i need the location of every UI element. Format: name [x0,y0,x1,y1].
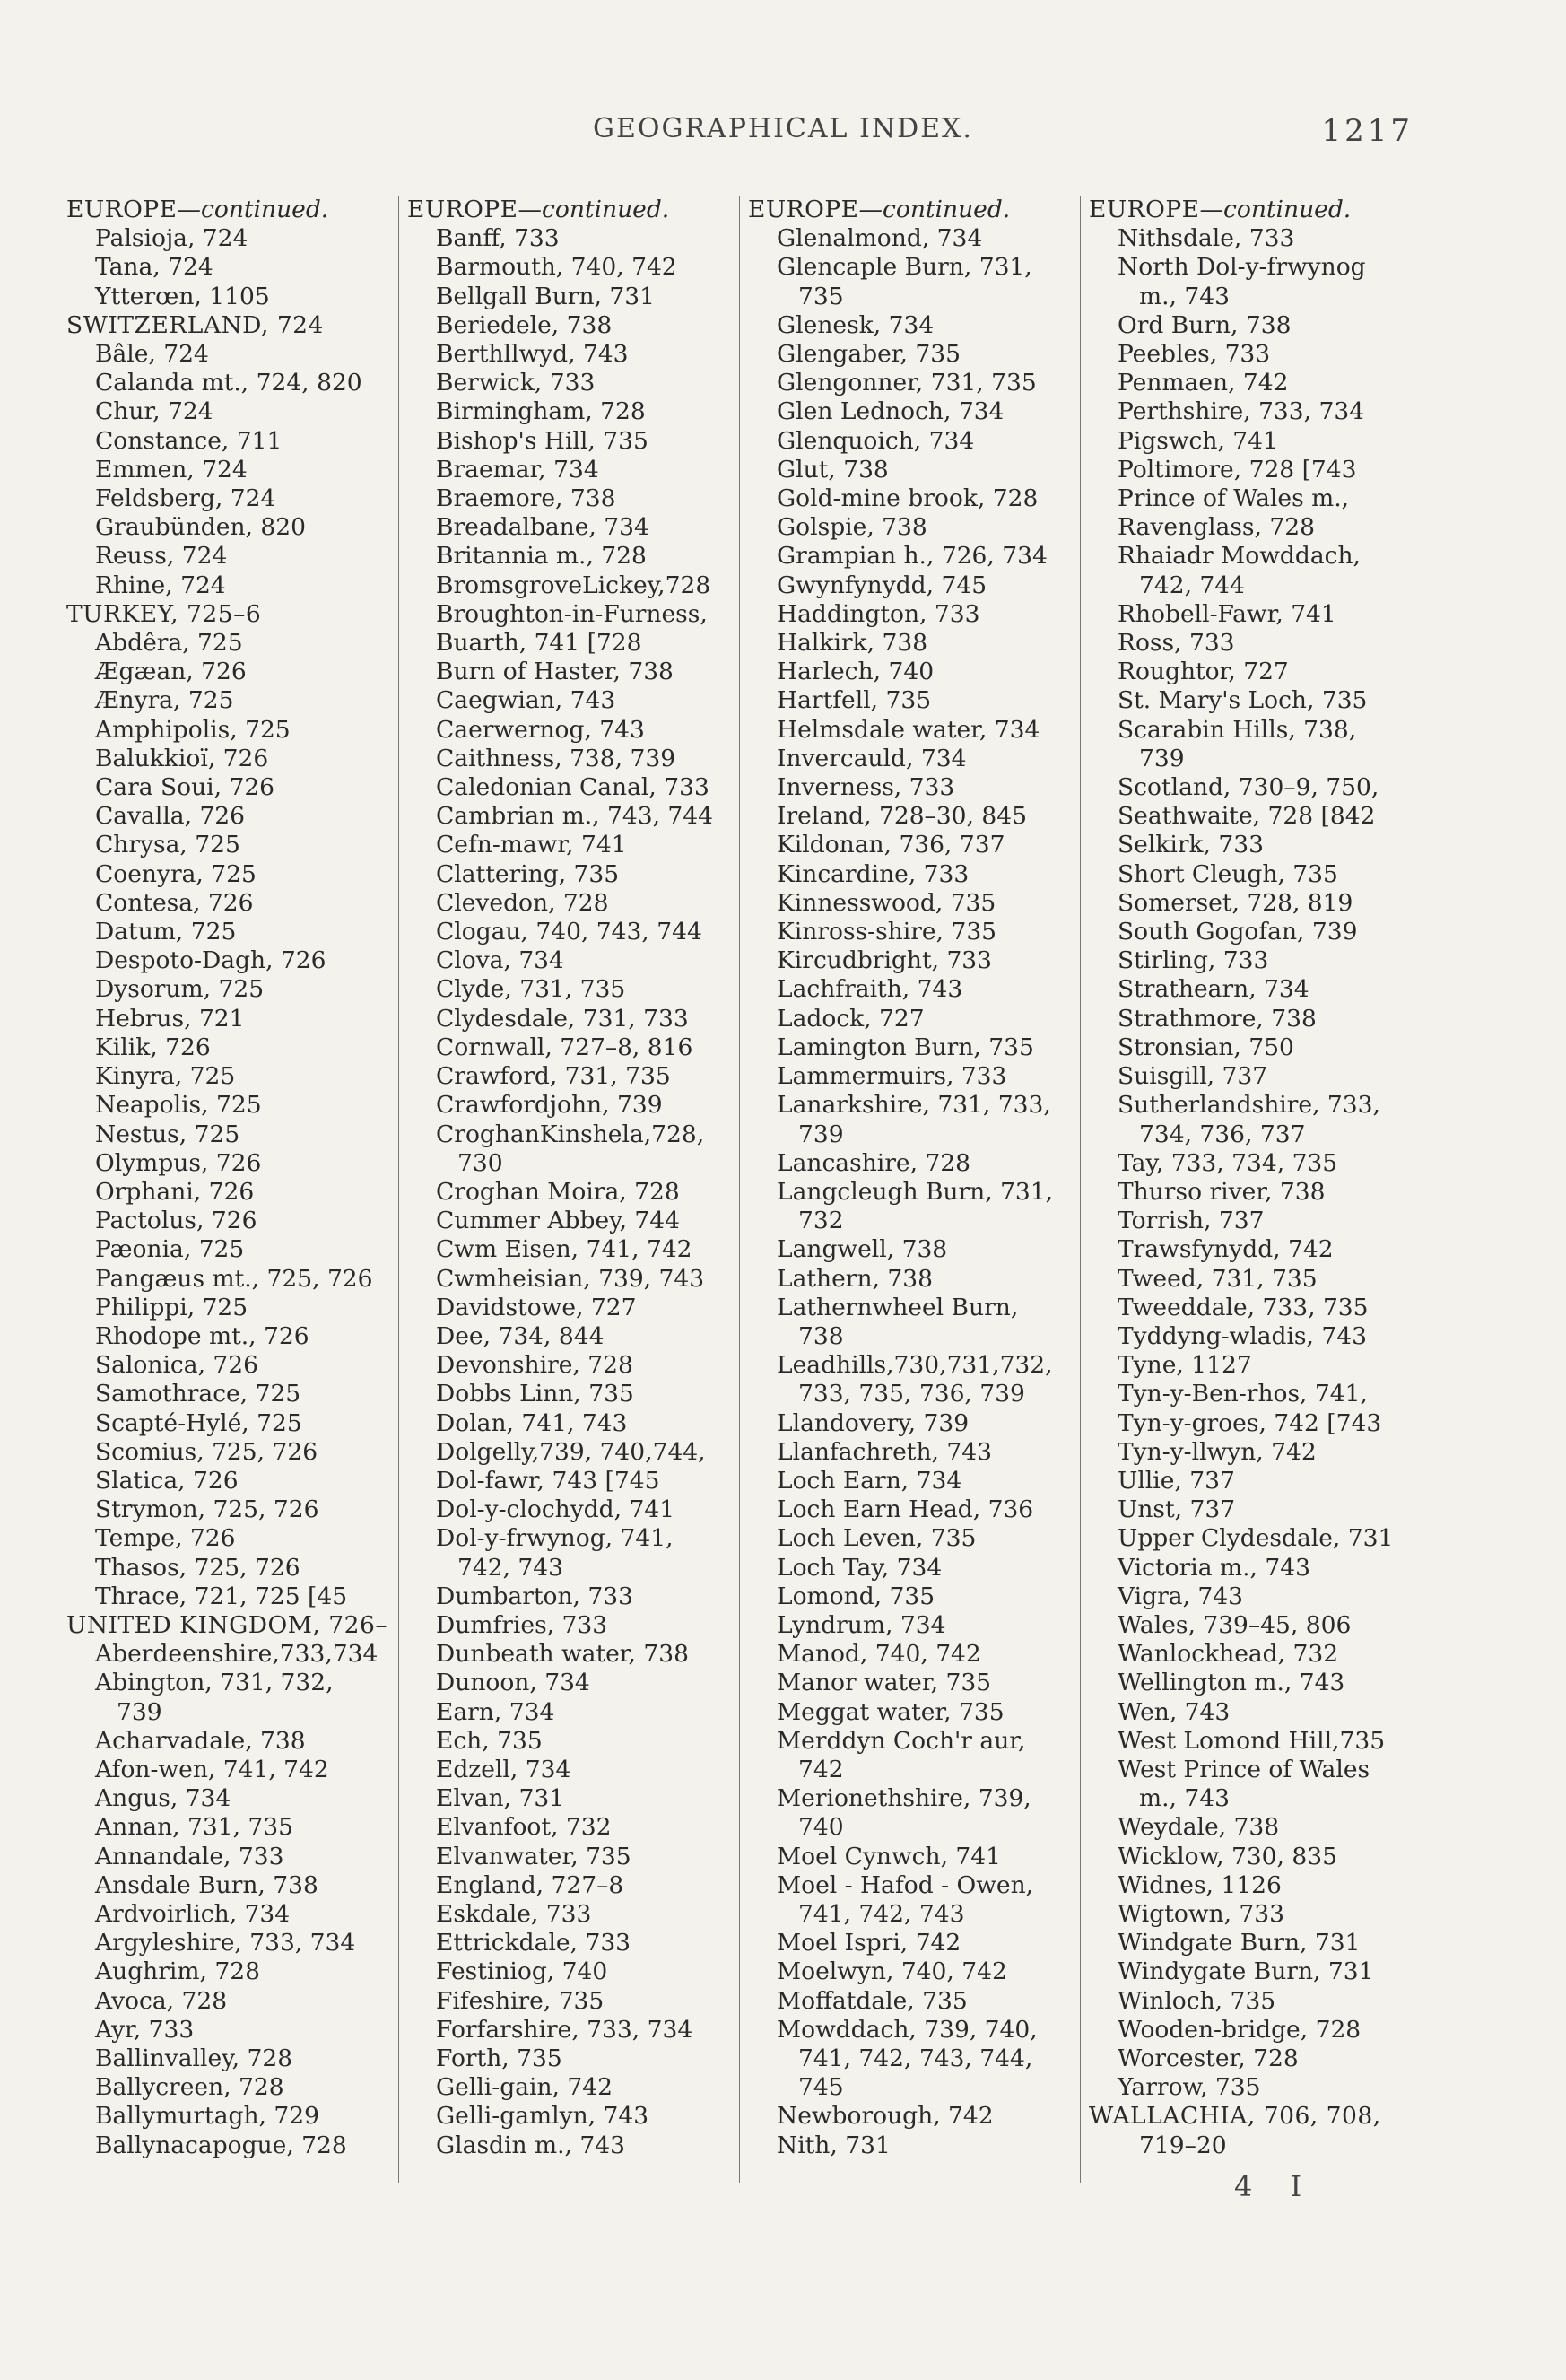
index-entry: Tyddyng-wladis, 743 [1118,1321,1367,1350]
index-entry: Clydesdale, 731, 733 [436,1004,689,1033]
index-entry: Caledonian Canal, 733 [436,773,709,802]
index-entry: Mowddach, 739, 740, [777,2015,1038,2044]
index-entry: Constance, 711 [95,426,283,455]
index-entry: Cambrian m., 743, 744 [436,802,714,831]
entry-list [748,224,1071,2160]
index-entry: Wigtown, 733 [1118,1899,1284,1928]
index-entry: Winloch, 735 [1118,1986,1276,2015]
index-entry: Slatica, 726 [95,1466,239,1495]
index-entry: Kincardine, 733 [777,859,970,888]
index-entry: Golspie, 738 [777,513,927,542]
index-entry-continuation: 742 [798,1755,844,1783]
index-entry: Kildonan, 736, 737 [777,831,1005,859]
index-entry: Windygate Burn, 731 [1118,1957,1374,1986]
index-entry: West Prince of Wales [1118,1755,1370,1783]
index-entry: Ayr, 733 [95,2015,195,2044]
index-entry: Hebrus, 721 [95,1004,245,1033]
index-entry: Tempe, 726 [95,1524,236,1553]
index-entry: Suisgill, 737 [1118,1062,1268,1091]
index-entry: Moel Cynwch, 741 [777,1842,1002,1870]
column-heading [407,196,730,224]
index-entry: Nith, 731 [777,2131,891,2159]
index-entry: Wicklow, 730, 835 [1118,1842,1337,1870]
index-entry: Chur, 724 [95,397,213,426]
index-entry: Dysorum, 725 [95,975,265,1004]
index-entry: Hartfell, 735 [777,686,932,715]
index-entry: Glenesk, 734 [777,310,935,339]
index-entry: Dumbarton, 733 [436,1582,633,1610]
index-entry: Kilik, 726 [95,1033,211,1061]
index-entry-continuation: m., 743 [1139,282,1230,310]
index-entry: Kinyra, 725 [95,1062,236,1091]
index-entry: Moel Ispri, 742 [777,1929,961,1957]
index-entry: Dol-fawr, 743 [745 [436,1466,660,1495]
index-entry: Stirling, 733 [1118,946,1269,975]
index-entry: Beriedele, 738 [436,310,613,339]
index-entry: Aughrim, 728 [95,1957,260,1986]
index-entry-continuation: 742, 743 [457,1553,564,1582]
index-entry: Wales, 739–45, 806 [1118,1610,1352,1639]
index-entry: Kircudbright, 733 [777,946,993,975]
index-entry: Llanfachreth, 743 [777,1437,992,1466]
index-column-2 [407,196,730,2160]
index-entry: Reuss, 724 [95,542,228,571]
index-entry: Unst, 737 [1118,1495,1236,1524]
index-entry: Newborough, 742 [777,2102,994,2131]
entry-list [66,224,389,2160]
index-entry: Cummer Abbey, 744 [436,1207,681,1235]
index-entry: Amphipolis, 725 [95,715,291,744]
index-entry: North Dol-y-frwynog [1118,253,1366,282]
index-entry: Ullie, 737 [1118,1466,1235,1495]
index-entry: Ytterœn, 1105 [95,282,270,310]
index-entry: Buarth, 741 [728 [436,629,642,658]
index-entry: Ballymurtagh, 729 [95,2102,319,2131]
index-entry: Dobbs Linn, 735 [436,1380,634,1408]
index-entry: Loch Earn Head, 736 [777,1495,1034,1524]
index-entry: Lammermuirs, 733 [777,1062,1007,1091]
index-entry: Scotland, 730–9, 750, [1118,773,1379,802]
index-entry: Festiniog, 740 [436,1957,608,1986]
index-entry: Bishop's Hill, 735 [436,426,648,455]
index-entry: Tyn-y-groes, 742 [743 [1118,1408,1382,1437]
index-entry: Moelwyn, 740, 742 [777,1957,1007,1986]
index-entry-continuation: 740 [798,1813,844,1842]
index-entry: Cwmheisian, 739, 743 [436,1264,705,1293]
index-entry: Leadhills,730,731,732, [777,1351,1053,1380]
index-entry: Pigswch, 741 [1118,426,1278,455]
index-entry: Yarrow, 735 [1118,2073,1261,2102]
index-entry: Neapolis, 725 [95,1091,262,1120]
index-entry: Glenalmond, 734 [777,224,983,253]
index-entry: Dol-y-frwynog, 741, [436,1524,674,1553]
region-label: EUROPE [748,196,859,223]
index-entry: Dunoon, 734 [436,1669,590,1697]
continued-label: —continued. [858,196,1011,223]
index-entry: Gelli-gamlyn, 743 [436,2102,649,2131]
index-entry: Tweed, 731, 735 [1118,1264,1318,1293]
index-entry: Thurso river, 738 [1118,1177,1326,1206]
index-entry: Despoto-Dagh, 726 [95,946,326,975]
index-entry-continuation: 739 [1139,744,1185,772]
index-entry-continuation: 730 [457,1148,503,1177]
section-heading: UNITED KINGDOM, 726– [66,1610,388,1639]
index-entry: Nestus, 725 [95,1120,240,1148]
index-entry: Glengonner, 731, 735 [777,369,1037,397]
index-entry: Crawfordjohn, 739 [436,1091,663,1120]
index-entry: Prince of Wales m., [1118,484,1350,513]
index-entry: Dolgelly,739, 740,744, [436,1437,706,1466]
index-entry: Stronsian, 750 [1118,1033,1294,1061]
index-entry: Ord Burn, 738 [1118,310,1292,339]
index-entry: Windgate Burn, 731 [1118,1929,1361,1957]
index-entry: Llandovery, 739 [777,1408,970,1437]
section-heading: WALLACHIA, 706, 708, [1089,2102,1381,2131]
continued-label: —continued. [518,196,670,223]
index-entry: Forfarshire, 733, 734 [436,2015,693,2044]
index-entry: Short Cleugh, 735 [1118,859,1338,888]
index-entry: Caerwernog, 743 [436,715,645,744]
index-entry: Acharvadale, 738 [95,1726,306,1755]
index-entry: Graubünden, 820 [95,513,306,542]
index-entry: Coenyra, 725 [95,859,257,888]
index-entry: Tyne, 1127 [1118,1351,1252,1380]
index-entry: Dee, 734, 844 [436,1321,605,1350]
entry-list [1089,224,1412,2160]
index-entry: Ænyra, 725 [95,686,234,715]
index-entry: Orphani, 726 [95,1177,255,1206]
column-heading [66,196,389,224]
index-entry: Roughtor, 727 [1118,658,1289,686]
index-entry: Kinnesswood, 735 [777,888,996,917]
index-entry: Loch Tay, 734 [777,1553,943,1582]
index-entry: Wellington m., 743 [1118,1669,1345,1697]
index-entry: Manor water, 735 [777,1669,992,1697]
page-number: 1217 [1321,113,1414,149]
index-entry: Eskdale, 733 [436,1899,592,1928]
index-entry: Devonshire, 728 [436,1351,633,1380]
continued-label: —continued. [1199,196,1352,223]
index-entry: Gelli-gain, 742 [436,2073,613,2102]
index-entry: Lamington Burn, 735 [777,1033,1034,1061]
column-divider [739,196,740,2183]
index-entry: Bâle, 724 [95,340,209,369]
index-entry: South Gogofan, 739 [1118,918,1358,946]
index-entry: Strathearn, 734 [1118,975,1309,1004]
index-entry: Rhine, 724 [95,571,226,599]
index-entry: Olympus, 726 [95,1148,262,1177]
index-entry: Scomius, 725, 726 [95,1437,318,1466]
index-entry: Langwell, 738 [777,1235,948,1264]
index-entry: Cefn-mawr, 741 [436,831,627,859]
index-entry: Loch Leven, 735 [777,1524,977,1553]
index-entry-continuation: 742, 744 [1139,571,1246,599]
index-entry-continuation: 741, 742, 743, 744, [798,2044,1033,2072]
index-entry: Clyde, 731, 735 [436,975,626,1004]
index-entry-continuation: 739 [117,1697,162,1726]
index-entry: Wen, 743 [1118,1697,1231,1726]
index-entry: Clattering, 735 [436,859,620,888]
index-entry: Poltimore, 728 [743 [1118,455,1357,484]
index-entry: Harlech, 740 [777,658,935,686]
index-entry: Lanarkshire, 731, 733, [777,1091,1051,1120]
index-entry: Sutherlandshire, 733, [1118,1091,1380,1120]
index-entry-continuation: 733, 735, 736, 739 [798,1380,1025,1408]
index-entry: Ettrickdale, 733 [436,1929,631,1957]
index-entry: Cwm Eisen, 741, 742 [436,1235,692,1264]
index-entry: Banff, 733 [436,224,560,253]
index-entry: Lathern, 738 [777,1264,933,1293]
index-entry-continuation: m., 743 [1139,1784,1230,1813]
index-entry: Annan, 731, 735 [95,1813,293,1842]
index-entry: Grampian h., 726, 734 [777,542,1048,571]
index-entry: Vigra, 743 [1118,1582,1244,1610]
index-entry: Abdêra, 725 [95,629,243,658]
index-entry: Loch Earn, 734 [777,1466,962,1495]
index-entry: Britannia m., 728 [436,542,647,571]
index-entry: Tyn-y-Ben-rhos, 741, [1118,1380,1368,1408]
index-entry-continuation: 732 [798,1207,844,1235]
index-entry: Salonica, 726 [95,1351,258,1380]
index-entry: Dolan, 741, 743 [436,1408,628,1437]
running-title: GEOGRAPHICAL INDEX. [593,113,973,144]
column-divider [398,196,399,2183]
index-entry: Scapté-Hylé, 725 [95,1408,302,1437]
index-entry: Invercauld, 734 [777,744,967,772]
entry-list [407,224,730,2160]
index-entry: Rhobell-Fawr, 741 [1118,599,1336,628]
index-entry: Ansdale Burn, 738 [95,1870,318,1899]
index-entry: Barmouth, 740, 742 [436,253,677,282]
index-entry: Somerset, 728, 819 [1118,888,1353,917]
index-entry: Emmen, 724 [95,455,248,484]
column-heading [748,196,1071,224]
index-entry: Avoca, 728 [95,1986,228,2015]
index-entry: Selkirk, 733 [1118,831,1264,859]
index-entry: Moffatdale, 735 [777,1986,968,2015]
index-entry: Clogau, 740, 743, 744 [436,918,702,946]
index-entry: Angus, 734 [95,1784,231,1813]
index-entry: Glasdin m., 743 [436,2131,625,2159]
index-entry: Cornwall, 727–8, 816 [436,1033,693,1061]
index-entry: Ballynacapogue, 728 [95,2131,347,2159]
index-entry: Langcleugh Burn, 731, [777,1177,1054,1206]
index-entry: CroghanKinshela,728, [436,1120,705,1148]
index-entry: Trawsfynydd, 742 [1118,1235,1334,1264]
index-entry: Berthllwyd, 743 [436,340,629,369]
index-entry: Meggat water, 735 [777,1697,1005,1726]
index-entry: Helmsdale water, 734 [777,715,1040,744]
index-entry: Merddyn Coch'r aur, [777,1726,1026,1755]
index-entry: Afon-wen, 741, 742 [95,1755,329,1783]
index-entry: Perthshire, 733, 734 [1118,397,1365,426]
index-entry: Croghan Moira, 728 [436,1177,680,1206]
index-entry: Samothrace, 725 [95,1380,301,1408]
index-entry: Cavalla, 726 [95,802,246,831]
index-entry: Weydale, 738 [1118,1813,1280,1842]
section-heading: TURKEY, 725–6 [66,599,262,628]
index-entry: St. Mary's Loch, 735 [1118,686,1368,715]
index-entry: Tweeddale, 733, 735 [1118,1293,1369,1321]
index-entry: Ballycreen, 728 [95,2073,284,2102]
index-entry: Braemar, 734 [436,455,599,484]
index-entry: Feldsberg, 724 [95,484,276,513]
index-entry: Gold-mine brook, 728 [777,484,1039,513]
index-entry: Lachfraith, 743 [777,975,963,1004]
index-entry: Burn of Haster, 738 [436,658,674,686]
index-entry: Thasos, 725, 726 [95,1553,300,1582]
index-entry: Tana, 724 [95,253,213,282]
index-entry: Haddington, 733 [777,599,980,628]
index-entry: Aberdeenshire,733,734 [95,1640,378,1669]
index-entry: Crawford, 731, 735 [436,1062,671,1091]
index-entry: Gwynfynydd, 745 [777,571,987,599]
index-entry: Glencaple Burn, 731, [777,253,1032,282]
index-entry: Rhaiadr Mowddach, [1118,542,1361,571]
index-entry: Breadalbane, 734 [436,513,649,542]
index-entry-continuation: 745 [798,2073,844,2102]
continued-label: —continued. [177,196,329,223]
index-entry: Thrace, 721, 725 [45 [95,1582,348,1610]
index-entry: Elvanwater, 735 [436,1842,631,1870]
column-heading [1089,196,1412,224]
index-entry: Ravenglass, 728 [1118,513,1315,542]
column-divider [1080,196,1081,2183]
index-entry: Caithness, 738, 739 [436,744,676,772]
index-entry: Palsioja, 724 [95,224,248,253]
index-entry: Lancashire, 728 [777,1148,971,1177]
region-label: EUROPE [1089,196,1200,223]
index-entry: Glenquoich, 734 [777,426,975,455]
index-entry: Wanlockhead, 732 [1118,1640,1339,1669]
index-entry: Ballinvalley, 728 [95,2044,293,2072]
index-entry: Torrish, 737 [1118,1207,1265,1235]
index-entry: Pangæus mt., 725, 726 [95,1264,373,1293]
index-entry: Braemore, 738 [436,484,616,513]
index-entry: Ross, 733 [1118,629,1235,658]
index-entry: Ech, 735 [436,1726,543,1755]
region-label: EUROPE [407,196,518,223]
index-entry: Ladock, 727 [777,1004,925,1033]
index-entry: Merionethshire, 739, [777,1784,1031,1813]
index-entry: Datum, 725 [95,918,237,946]
index-column-1 [66,196,389,2160]
index-entry-continuation: 735 [798,282,844,310]
index-entry: Contesa, 726 [95,888,254,917]
index-entry: England, 727–8 [436,1870,624,1899]
index-entry: Victoria m., 743 [1118,1553,1310,1582]
index-entry: Nithsdale, 733 [1118,224,1295,253]
index-entry-continuation: 739 [798,1120,844,1148]
index-entry: Lomond, 735 [777,1582,935,1610]
index-entry: Peebles, 733 [1118,340,1271,369]
index-entry: Ægæan, 726 [95,658,247,686]
index-entry: Caegwian, 743 [436,686,616,715]
index-entry: Berwick, 733 [436,369,596,397]
index-entry: Wooden-bridge, 728 [1118,2015,1362,2044]
index-entry: Pactolus, 726 [95,1207,257,1235]
index-entry: Balukkioï, 726 [95,744,269,772]
index-entry: Tay, 733, 734, 735 [1118,1148,1338,1177]
index-entry: Broughton-in-Furness, [436,599,708,628]
index-column-4 [1089,196,1412,2160]
index-entry: Inverness, 733 [777,773,955,802]
index-entry: Clevedon, 728 [436,888,609,917]
index-entry: Cara Soui, 726 [95,773,275,802]
index-entry: Worcester, 728 [1118,2044,1299,2072]
index-entry: Bellgall Burn, 731 [436,282,655,310]
index-entry: Upper Clydesdale, 731 [1118,1524,1394,1553]
index-entry: Lyndrum, 734 [777,1610,946,1639]
index-entry: Manod, 740, 742 [777,1640,981,1669]
index-entry: Penmaen, 742 [1118,369,1289,397]
index-entry: Glengaber, 735 [777,340,961,369]
index-entry: Strathmore, 738 [1118,1004,1317,1033]
index-entry: Scarabin Hills, 738, [1118,715,1357,744]
index-entry: Fifeshire, 735 [436,1986,605,2015]
index-entry-continuation: 719–20 [1139,2131,1227,2159]
index-entry: Davidstowe, 727 [436,1293,637,1321]
index-entry: Argyleshire, 733, 734 [95,1929,356,1957]
index-entry-continuation: 734, 736, 737 [1139,1120,1306,1148]
index-entry-continuation: 738 [798,1321,844,1350]
index-entry: Widnes, 1126 [1118,1870,1282,1899]
index-entry: Ardvoirlich, 734 [95,1899,291,1928]
index-entry: Annandale, 733 [95,1842,284,1870]
index-entry: Dunbeath water, 738 [436,1640,689,1669]
index-entry: Glen Lednoch, 734 [777,397,1005,426]
index-entry: Earn, 734 [436,1697,555,1726]
index-entry: Pæonia, 725 [95,1235,245,1264]
index-entry: Tyn-y-llwyn, 742 [1118,1437,1317,1466]
index-entry: Forth, 735 [436,2044,562,2072]
index-entry: Chrysa, 725 [95,831,240,859]
index-entry: Abington, 731, 732, [95,1669,334,1697]
index-entry: Edzell, 734 [436,1755,571,1783]
index-entry: Elvanfoot, 732 [436,1813,612,1842]
index-entry: Dumfries, 733 [436,1610,608,1639]
index-entry: Rhodope mt., 726 [95,1321,309,1350]
index-entry: Calanda mt., 724, 820 [95,369,362,397]
index-entry: Halkirk, 738 [777,629,928,658]
index-column-3 [748,196,1071,2160]
index-entry: BromsgroveLickey,728 [436,571,711,599]
index-entry: Seathwaite, 728 [842 [1118,802,1376,831]
index-entry: Strymon, 725, 726 [95,1495,319,1524]
index-entry: Kinross-shire, 735 [777,918,997,946]
index-entry: Dol-y-clochydd, 741 [436,1495,675,1524]
index-entry: West Lomond Hill,735 [1118,1726,1386,1755]
region-label: EUROPE [66,196,178,223]
index-entry-continuation: 741, 742, 743 [798,1899,965,1928]
signature-mark: 4 I [1234,2169,1317,2203]
section-heading: SWITZERLAND, 724 [66,310,324,339]
index-entry: Clova, 734 [436,946,564,975]
index-entry: Ireland, 728–30, 845 [777,802,1027,831]
index-entry: Lathernwheel Burn, [777,1293,1019,1321]
index-entry: Glut, 738 [777,455,889,484]
index-entry: Elvan, 731 [436,1784,565,1813]
index-entry: Philippi, 725 [95,1293,248,1321]
index-entry: Birmingham, 728 [436,397,646,426]
index-entry: Moel - Hafod - Owen, [777,1870,1034,1899]
page-header [0,113,1566,158]
